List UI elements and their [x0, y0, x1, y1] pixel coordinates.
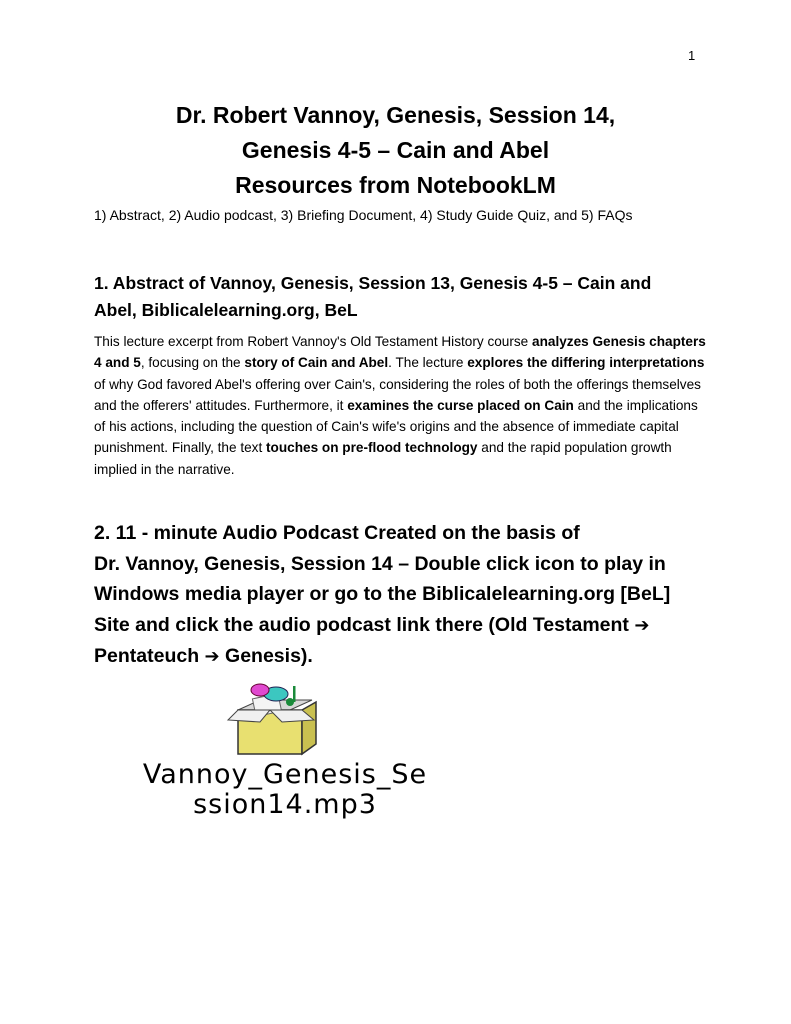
- podcast-heading-line-5-b: Genesis).: [219, 645, 313, 667]
- podcast-heading-line-5: [94, 641, 714, 673]
- abstract-text: and the implications of his actions, including the question of Cain's wife's origins and the absence of immediate capital punishment. Finally, the text: [94, 397, 698, 456]
- abstract-paragraph: [94, 331, 706, 480]
- page-title: [0, 98, 791, 203]
- podcast-heading-line-4: [94, 610, 714, 642]
- audio-podcast-heading: [94, 518, 714, 673]
- audio-filename[interactable]: [90, 760, 480, 820]
- abstract-emphasis: analyzes Genesis chapters 4 and 5: [94, 334, 706, 371]
- abstract-text: , focusing on the: [140, 355, 245, 371]
- abstract-text: This lecture excerpt from Robert Vannoy's Old Testament History course: [94, 334, 533, 349]
- abstract-emphasis: story of Cain and Abel: [244, 355, 389, 371]
- podcast-heading-line-3: Windows media player or go to the Biblicalelearning.org [BeL]: [94, 583, 671, 605]
- package-media-icon[interactable]: [220, 680, 330, 760]
- abstract-emphasis: explores the differing interpretations: [467, 355, 705, 371]
- abstract-heading-line-1: 1. Abstract of Vannoy, Genesis, Session 13, Genesis 4-5 – Cain and: [94, 273, 652, 293]
- resources-list: 1) Abstract, 2) Audio podcast, 3) Briefing Document, 4) Study Guide Quiz, and 5) FAQs: [94, 207, 633, 223]
- title-line-2: Genesis 4-5 – Cain and Abel: [241, 137, 550, 163]
- abstract-heading-line-2: Abel, Biblicalelearning.org, BeL: [94, 300, 358, 320]
- podcast-heading-line-4-text: Site and click the audio podcast link there (Old Testament: [94, 613, 635, 636]
- abstract-text: and the rapid population growth implied in the narrative.: [94, 440, 672, 477]
- abstract-emphasis: examines the curse placed on Cain: [347, 397, 574, 413]
- abstract-text: of why God favored Abel's offering over Cain's, considering the roles of both the offerings themselves and the offerers' attitudes. Furthermore, it: [94, 376, 701, 413]
- title-line-3: Resources from NotebookLM: [235, 172, 556, 198]
- audio-file-attachment[interactable]: [90, 680, 480, 830]
- audio-filename-line-2: ssion14.mp3: [193, 789, 377, 820]
- title-line-1: Dr. Robert Vannoy, Genesis, Session 14,: [175, 102, 616, 128]
- page-number: 1: [688, 48, 696, 63]
- arrow-right-icon: ➔: [634, 614, 650, 636]
- audio-filename-line-1: Vannoy_Genesis_Se: [142, 759, 428, 790]
- abstract-emphasis: touches on pre-flood technology: [266, 440, 478, 456]
- podcast-heading-line-2: Dr. Vannoy, Genesis, Session 14 – Double click icon to play in: [94, 552, 666, 575]
- abstract-text: . The lecture: [388, 355, 468, 371]
- podcast-heading-line-5-a: Pentateuch: [94, 645, 205, 667]
- podcast-heading-line-1: 2. 11 - minute Audio Podcast Created on the basis of: [94, 522, 580, 544]
- arrow-right-icon: ➔: [204, 646, 220, 667]
- abstract-heading: [94, 270, 704, 324]
